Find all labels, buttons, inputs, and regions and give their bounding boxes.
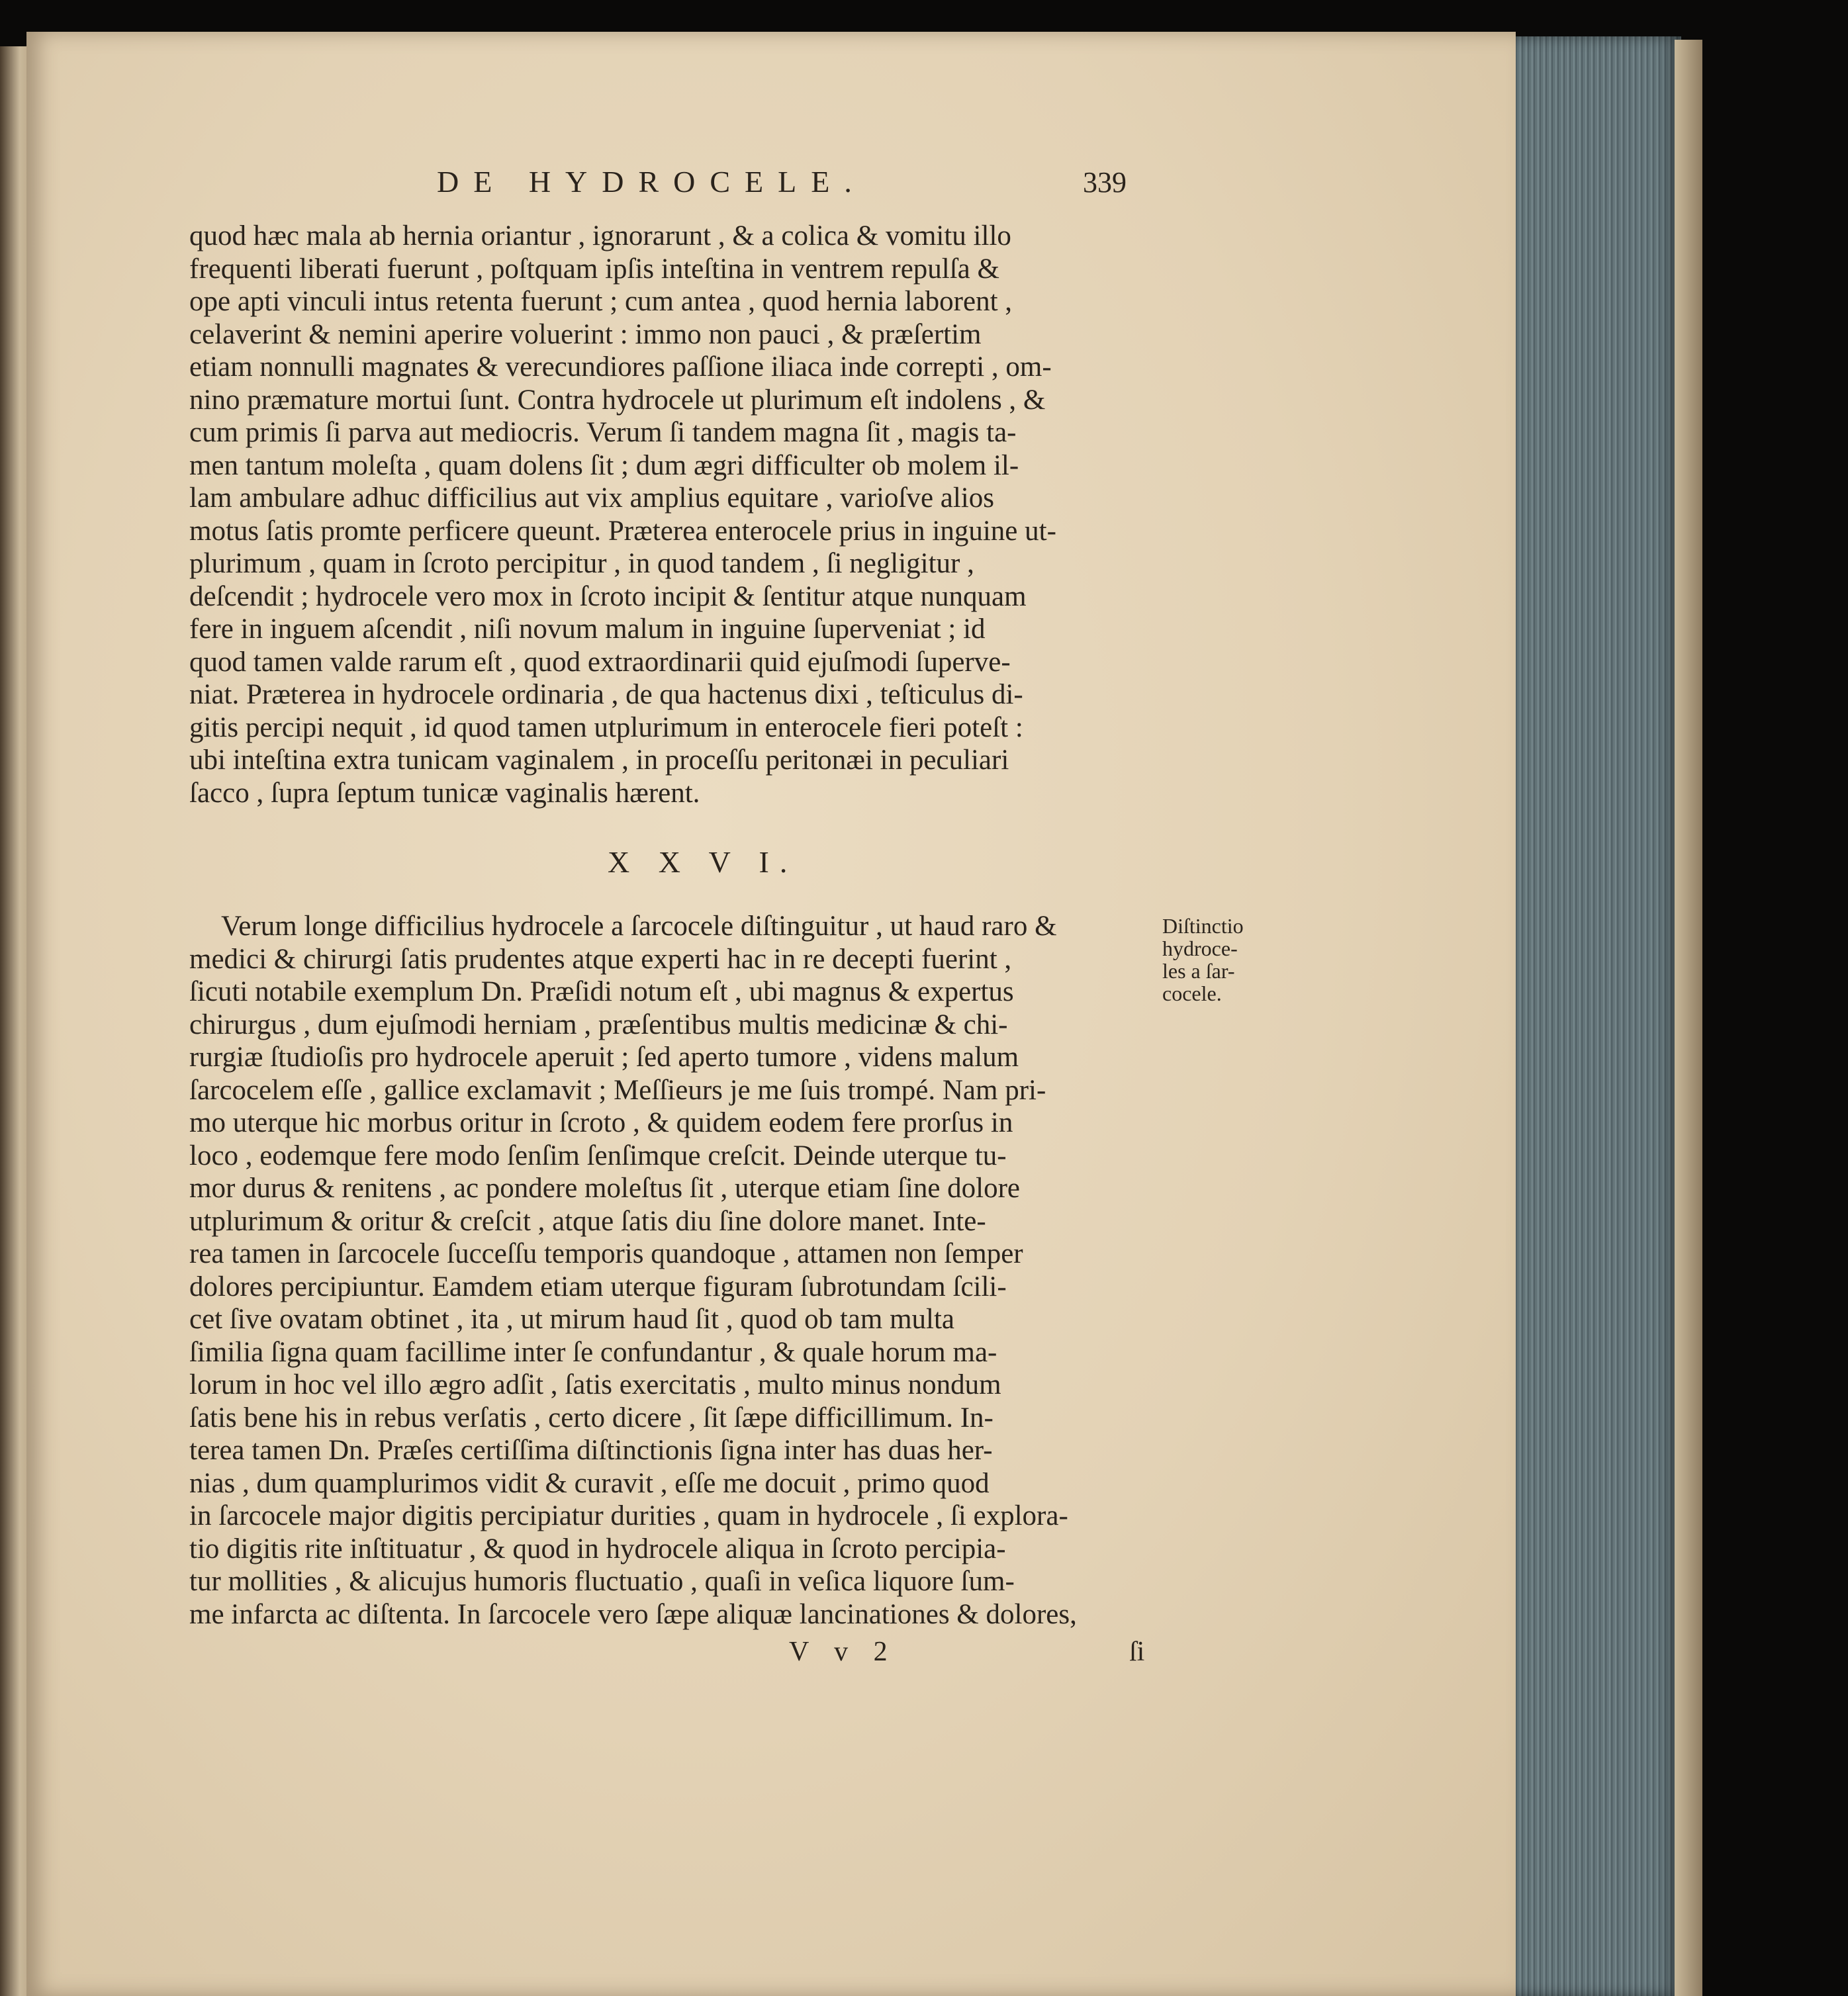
text-line: cet ſive ovatam obtinet , ita , ut mirum haud ſit , quod ob tam multa bbox=[189, 1304, 955, 1335]
text-line: quod tamen valde rarum eſt , quod extraordinarii quid ejuſmodi ſuperve- bbox=[189, 646, 1011, 678]
text-line: motus ſatis promte perficere queunt. Præterea enterocele prius in inguine ut- bbox=[189, 515, 1056, 547]
text-line: ubi inteſtina extra tunicam vaginalem , in proceſſu peritonæi in peculiari bbox=[189, 745, 1009, 776]
margin-note-line: cocele. bbox=[1162, 981, 1222, 1005]
text-line: lorum in hoc vel illo ægro adſit , ſatis exercitatis , multo minus nondum bbox=[189, 1369, 1001, 1400]
text-line: gitis percipi nequit , id quod tamen utplurimum in enterocele fieri poteſt : bbox=[189, 711, 1023, 743]
text-line: utplurimum & oritur & creſcit , atque ſatis diu ſine dolore manet. Inte- bbox=[189, 1205, 986, 1237]
book-cover-edge bbox=[1675, 40, 1702, 1996]
book-fore-edge bbox=[1495, 36, 1681, 1996]
text-line: ſimilia ſigna quam facillime inter ſe confundantur , & quale horum ma- bbox=[189, 1336, 997, 1368]
text-line: dolores percipiuntur. Eamdem etiam uterque figuram ſubrotundam ſcili- bbox=[189, 1271, 1007, 1302]
text-line: ſatis bene his in rebus verſatis , certo dicere , ſit ſæpe difficillimum. In- bbox=[189, 1402, 993, 1433]
text-line: tur mollities , & alicujus humoris fluctuatio , quaſi in veſica liquore ſum- bbox=[189, 1566, 1015, 1597]
margin-note-line: les a ſar- bbox=[1162, 959, 1235, 983]
text-line: lam ambulare adhuc difficilius aut vix amplius equitare , varioſve alios bbox=[189, 482, 994, 514]
text-line: rurgiæ ſtudioſis pro hydrocele aperuit ; ſed aperto tumore , videns malum bbox=[189, 1042, 1019, 1073]
margin-note bbox=[1162, 915, 1281, 1005]
text-line: deſcendit ; hydrocele vero mox in ſcroto incipit & ſentitur atque nunquam bbox=[189, 580, 1027, 612]
section-number: X X V I. bbox=[608, 845, 798, 879]
text-line: men tantum moleſta , quam dolens ſit ; dum ægri difficulter ob molem il- bbox=[189, 449, 1019, 481]
text-line: ope apti vinculi intus retenta fuerunt ; cum antea , quod hernia laborent , bbox=[189, 286, 1013, 317]
text-line: fere in inguem aſcendit , niſi novum malum in inguine ſuperveniat ; id bbox=[189, 613, 986, 645]
text-line: mor durus & renitens , ac pondere moleſtus ſit , uterque etiam ſine dolore bbox=[189, 1173, 1021, 1204]
paragraph-section-xxvi bbox=[189, 910, 1156, 1631]
text-line: frequenti liberati fuerunt , poſtquam ipſis inteſtina in ventrem repulſa & bbox=[189, 253, 999, 285]
text-line: medici & chirurgi ſatis prudentes atque experti hac in re decepti fuerint , bbox=[189, 943, 1012, 975]
text-line: niat. Præterea in hydrocele ordinaria , de qua hactenus dixi , teſticulus di- bbox=[189, 679, 1023, 710]
text-line: tio digitis rite inſtituatur , & quod in hydrocele aliqua in ſcroto percipia- bbox=[189, 1533, 1006, 1565]
margin-note-line: hydroce- bbox=[1162, 936, 1238, 960]
text-line: ſacco , ſupra ſeptum tunicæ vaginalis hærent. bbox=[189, 777, 700, 809]
text-line: cum primis ſi parva aut mediocris. Verum ſi tandem magna ſit , magis ta- bbox=[189, 417, 1017, 448]
text-line: quod hæc mala ab hernia oriantur , ignorarunt , & a colica & vomitu illo bbox=[189, 220, 1011, 251]
page-number: 339 bbox=[1083, 166, 1127, 199]
margin-note-line: Diſtinctio bbox=[1162, 914, 1244, 938]
text-line: mo uterque hic morbus oritur in ſcroto , & quidem eodem fere prorſus in bbox=[189, 1107, 1013, 1138]
text-line: nias , dum quamplurimos vidit & curavit , eſſe me docuit , primo quod bbox=[189, 1467, 990, 1499]
text-line: etiam nonnulli magnates & verecundiores paſſione iliaca inde correpti , om- bbox=[189, 351, 1052, 383]
text-line: Verum longe difficilius hydrocele a ſarcocele diſtinguitur , ut haud raro & bbox=[221, 911, 1057, 942]
text-line: chirurgus , dum ejuſmodi herniam , præſentibus multis medicinæ & chi- bbox=[189, 1009, 1008, 1040]
text-line: terea tamen Dn. Præſes certiſſima diſtinctionis ſigna inter has duas her- bbox=[189, 1435, 993, 1466]
text-line: me infarcta ac diſtenta. In ſarcocele vero ſæpe aliquæ lancinationes & dolores, bbox=[189, 1598, 1077, 1630]
text-line: loco , eodemque fere modo ſenſim ſenſimque creſcit. Deinde uterque tu- bbox=[189, 1140, 1007, 1171]
text-line: celaverint & nemini aperire voluerint : immo non pauci , & præſertim bbox=[189, 318, 982, 350]
paragraph-continued bbox=[189, 220, 1156, 809]
text-line: rea tamen in ſarcocele ſucceſſu temporis quandoque , attamen non ſemper bbox=[189, 1238, 1023, 1269]
catchword: ſi bbox=[1129, 1637, 1145, 1667]
text-line: in ſarcocele major digitis percipiatur durities , quam in hydrocele , ſi explora- bbox=[189, 1500, 1068, 1531]
text-line: ſicuti notabile exemplum Dn. Præſidi notum eſt , ubi magnus & expertus bbox=[189, 976, 1014, 1007]
text-line: nino præmature mortui ſunt. Contra hydrocele ut plurimum eſt indolens , & bbox=[189, 384, 1046, 416]
text-line: plurimum , quam in ſcroto percipitur , in quod tandem , ſi negligitur , bbox=[189, 548, 974, 579]
text-line: ſarcocelem eſſe , gallice exclamavit ; Meſſieurs je me ſuis trompé. Nam pri- bbox=[189, 1074, 1046, 1106]
signature-mark: V v 2 bbox=[789, 1637, 897, 1667]
running-head: DE HYDROCELE. bbox=[437, 165, 866, 199]
